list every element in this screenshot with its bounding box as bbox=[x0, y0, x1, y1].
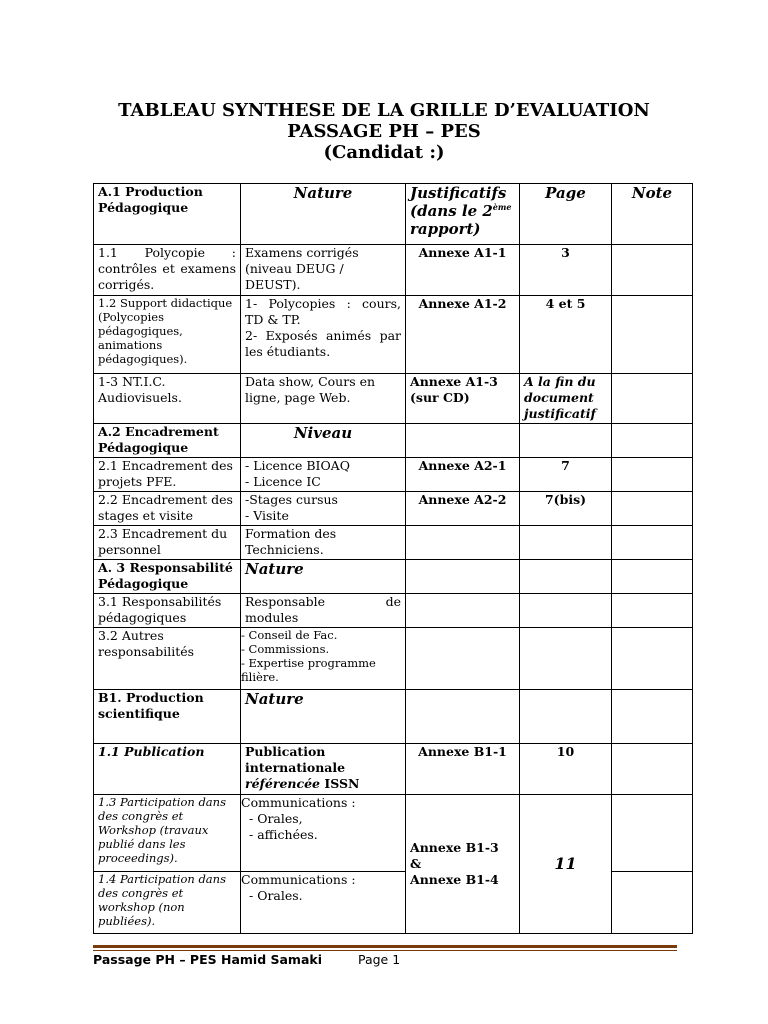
row-nature: 1- Polycopies : cours, TD & TP. 2- Exposés animés par les étudiants. bbox=[241, 296, 406, 374]
row-nature: Communications : - Orales. bbox=[241, 872, 406, 934]
column-header-nature: Nature bbox=[241, 184, 406, 245]
footer-rule-thin bbox=[93, 950, 677, 951]
row-label: 1.2 Support didactique (Polycopies pédagogiques, animations pédagogiques). bbox=[94, 296, 241, 374]
table-row bbox=[94, 245, 693, 296]
row-justificatif: Annexe A2-2 bbox=[406, 492, 520, 526]
row-label: 1.4 Participation dans des congrès et workshop (non publiées). bbox=[94, 872, 241, 934]
row-nature: Publication internationale référencée ISSN bbox=[241, 744, 406, 795]
column-header-nature: Nature bbox=[241, 690, 406, 744]
row-nature: Communications : - Orales, - affichées. bbox=[241, 795, 406, 872]
row-label: 1-3 NT.I.C. Audiovisuels. bbox=[94, 374, 241, 424]
row-note bbox=[612, 458, 693, 492]
evaluation-table bbox=[93, 183, 693, 934]
row-label: 1.3 Participation dans des congrès et Workshop (travaux publié dans les proceedings). bbox=[94, 795, 241, 872]
row-label: 2.1 Encadrement des projets PFE. bbox=[94, 458, 241, 492]
section-title-b1: B1. Production scientifique bbox=[94, 690, 241, 744]
row-page: 7 bbox=[520, 458, 612, 492]
row-nature: Responsable de modules bbox=[241, 594, 406, 628]
row-label: 2.2 Encadrement des stages et visite bbox=[94, 492, 241, 526]
table-row bbox=[94, 594, 693, 628]
row-justificatif: Annexe A1-1 bbox=[406, 245, 520, 296]
column-header-niveau: Niveau bbox=[241, 424, 406, 458]
row-note bbox=[612, 296, 693, 374]
row-nature: Examens corrigés (niveau DEUG / DEUST). bbox=[241, 245, 406, 296]
row-justificatif: Annexe B1-1 bbox=[406, 744, 520, 795]
row-nature: - Licence BIOAQ - Licence IC bbox=[241, 458, 406, 492]
row-note bbox=[612, 872, 693, 934]
row-label: 3.2 Autres responsabilités bbox=[94, 628, 241, 690]
row-nature: Formation des Techniciens. bbox=[241, 526, 406, 560]
row-note bbox=[612, 795, 693, 872]
section-header-a2 bbox=[94, 424, 693, 458]
table-row bbox=[94, 795, 693, 872]
row-nature: -Stages cursus - Visite bbox=[241, 492, 406, 526]
row-label: 3.1 Responsabilités pédagogiques bbox=[94, 594, 241, 628]
row-label: 1.1 Polycopie : contrôles et examens corrigés. bbox=[94, 245, 241, 296]
row-page: A la fin du document justificatif bbox=[520, 374, 612, 424]
footer-page-number: Page 1 bbox=[357, 952, 401, 967]
table-row bbox=[94, 492, 693, 526]
table-row bbox=[94, 374, 693, 424]
row-nature: - Conseil de Fac. - Commissions. - Expertise programme filière. bbox=[241, 628, 406, 690]
row-note bbox=[612, 374, 693, 424]
column-header-nature: Nature bbox=[241, 560, 406, 594]
row-note bbox=[612, 245, 693, 296]
column-header-note: Note bbox=[612, 184, 693, 245]
page-footer bbox=[93, 952, 400, 967]
footer-author: Passage PH – PES Hamid Samaki bbox=[93, 952, 322, 967]
row-label: 2.3 Encadrement du personnel bbox=[94, 526, 241, 560]
section-header-a1 bbox=[94, 184, 693, 245]
column-header-justificatifs: Justificatifs (dans le 2ème rapport) bbox=[406, 184, 520, 245]
title-line-1: TABLEAU SYNTHESE DE LA GRILLE D’EVALUATION bbox=[118, 100, 650, 121]
document-title bbox=[0, 100, 768, 163]
merged-page: 11 bbox=[520, 795, 612, 934]
row-justificatif: Annexe A1-3 (sur CD) bbox=[406, 374, 520, 424]
row-page: 3 bbox=[520, 245, 612, 296]
section-header-b1 bbox=[94, 690, 693, 744]
row-page: 7(bis) bbox=[520, 492, 612, 526]
row-label: 1.1 Publication bbox=[94, 744, 241, 795]
table-row bbox=[94, 526, 693, 560]
section-header-a3 bbox=[94, 560, 693, 594]
merged-justificatif: Annexe B1-3 & Annexe B1-4 bbox=[406, 795, 520, 934]
title-line-3: (Candidat :) bbox=[323, 142, 445, 163]
column-header-page: Page bbox=[520, 184, 612, 245]
row-justificatif: Annexe A2-1 bbox=[406, 458, 520, 492]
title-line-2: PASSAGE PH – PES bbox=[287, 121, 481, 142]
table-row bbox=[94, 628, 693, 690]
table-row bbox=[94, 458, 693, 492]
table-row bbox=[94, 296, 693, 374]
table-row bbox=[94, 744, 693, 795]
footer-rule bbox=[93, 945, 677, 948]
section-title-a2: A.2 Encadrement Pédagogique bbox=[94, 424, 241, 458]
row-page: 4 et 5 bbox=[520, 296, 612, 374]
row-nature: Data show, Cours en ligne, page Web. bbox=[241, 374, 406, 424]
row-note bbox=[612, 744, 693, 795]
row-note bbox=[612, 492, 693, 526]
row-justificatif: Annexe A1-2 bbox=[406, 296, 520, 374]
section-title-a3: A. 3 Responsabilité Pédagogique bbox=[94, 560, 241, 594]
row-page: 10 bbox=[520, 744, 612, 795]
section-title-a1: A.1 Production Pédagogique bbox=[94, 184, 241, 245]
